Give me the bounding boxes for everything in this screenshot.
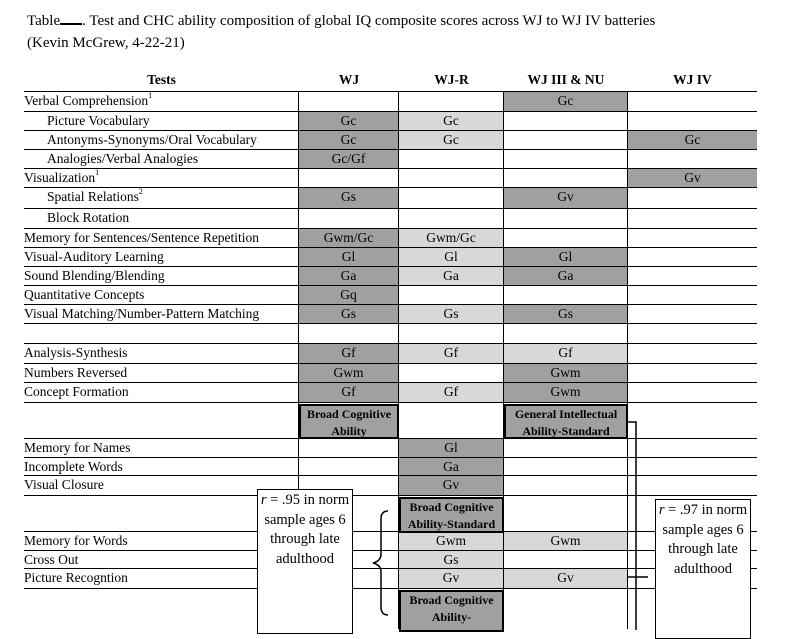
header-wjr: WJ-R	[434, 72, 469, 87]
test-name: Visual Matching/Number-Pattern Matching	[24, 306, 260, 321]
bracket-lines	[24, 70, 757, 630]
test-name: Cross Out	[24, 552, 79, 567]
ability-cell: Gs	[504, 305, 628, 324]
ability-cell: Gq	[299, 286, 399, 305]
footnote-marker: 2	[138, 187, 143, 196]
wj3-general-intellectual-ability-box: General Intellectual Ability-Standard	[504, 404, 628, 439]
ability-cell: Gc	[504, 92, 628, 112]
ability-cell: Gc/Gf	[299, 150, 399, 169]
ability-cell: Ga	[399, 458, 504, 476]
ability-cell: Gv	[504, 188, 628, 209]
test-name: Verbal Comprehension	[24, 93, 149, 108]
wj-broad-cognitive-ability-box: Broad Cognitive Ability	[299, 404, 399, 439]
ability-cell: Gwm	[504, 532, 628, 551]
ability-cell: Gwm	[504, 383, 628, 403]
ability-cell: Gl	[504, 248, 628, 267]
ability-cell: Ga	[399, 267, 504, 286]
ability-cell: Gf	[504, 344, 628, 364]
header-tests: Tests	[147, 72, 176, 87]
ability-cell: Gf	[399, 344, 504, 364]
title-blank	[60, 10, 82, 25]
header-wj4: WJ IV	[673, 72, 712, 87]
footnote-marker: 1	[148, 91, 153, 100]
test-name: Sound Blending/Blending	[24, 268, 165, 283]
test-name: Numbers Reversed	[24, 365, 128, 380]
test-name: Quantitative Concepts	[24, 287, 145, 302]
ability-cell: Gf	[299, 383, 399, 403]
table-title	[27, 10, 655, 54]
ability-cell: Gv	[399, 569, 504, 589]
ability-cell: Gc	[399, 131, 504, 150]
ability-cell: Gc	[299, 131, 399, 150]
test-name: Visual Closure	[24, 477, 104, 492]
ability-cell: Gf	[299, 344, 399, 364]
note-left: r = .95 in norm sample ages 6 through late adulthood	[257, 489, 353, 634]
ability-cell: Gc	[299, 112, 399, 131]
test-name: Visualization	[24, 170, 96, 185]
ability-cell: Ga	[299, 267, 399, 286]
test-name: Memory for Words	[24, 533, 128, 548]
note-right: r = .97 in norm sample ages 6 through late adulthood	[655, 499, 751, 639]
ability-cell: Gs	[299, 188, 399, 209]
ability-cell: Gl	[299, 248, 399, 267]
ability-cell: Gwm	[299, 364, 399, 383]
ability-cell: Gv	[504, 569, 628, 589]
test-name: Analysis-Synthesis	[24, 345, 128, 360]
ability-cell: Gv	[628, 169, 757, 188]
test-name: Visual-Auditory Learning	[24, 249, 164, 264]
test-name: Picture Vocabulary	[47, 113, 150, 128]
test-name: Picture Recogntion	[24, 570, 128, 585]
header-wj3: WJ III & NU	[527, 72, 605, 87]
ability-cell: Gs	[399, 305, 504, 324]
test-name: Analogies/Verbal Analogies	[47, 151, 199, 166]
wjr-broad-cognitive-ability-box-2: Broad Cognitive Ability-	[399, 590, 504, 632]
left-curly-brace-icon	[373, 511, 388, 615]
test-name: Block Rotation	[47, 210, 130, 225]
ability-cell: Gl	[399, 248, 504, 267]
ability-cell: Gc	[399, 112, 504, 131]
ability-cell: Gv	[399, 476, 504, 496]
header-wj: WJ	[338, 72, 360, 87]
ability-cell: Gc	[628, 131, 757, 150]
ability-cell: Gwm/Gc	[299, 229, 399, 248]
ability-cell: Gwm/Gc	[399, 229, 504, 248]
test-name: Spatial Relations	[47, 189, 139, 204]
test-name: Incomplete Words	[24, 459, 123, 474]
title-line-1: Table . Test and CHC ability composition of global IQ composite scores across WJ to WJ IV batteries	[27, 13, 655, 29]
ability-cell: Gwm	[504, 364, 628, 383]
ability-cell: Gs	[299, 305, 399, 324]
ability-cell: Ga	[504, 267, 628, 286]
ability-cell: Gwm	[399, 532, 504, 551]
ability-cell: Gs	[399, 551, 504, 569]
footnote-marker: 1	[95, 168, 100, 177]
test-name: Antonyms-Synonyms/Oral Vocabulary	[47, 132, 257, 147]
test-name: Memory for Names	[24, 440, 131, 455]
ability-cell: Gf	[399, 383, 504, 403]
test-name: Concept Formation	[24, 384, 129, 399]
test-name: Memory for Sentences/Sentence Repetition	[24, 230, 260, 245]
title-line-2: (Kevin McGrew, 4-22-21)	[27, 35, 185, 51]
ability-cell: Gl	[399, 439, 504, 458]
wjr-broad-cognitive-ability-standard-box: Broad Cognitive Ability-Standard	[399, 497, 504, 533]
right-bracket-line-icon	[628, 422, 648, 630]
